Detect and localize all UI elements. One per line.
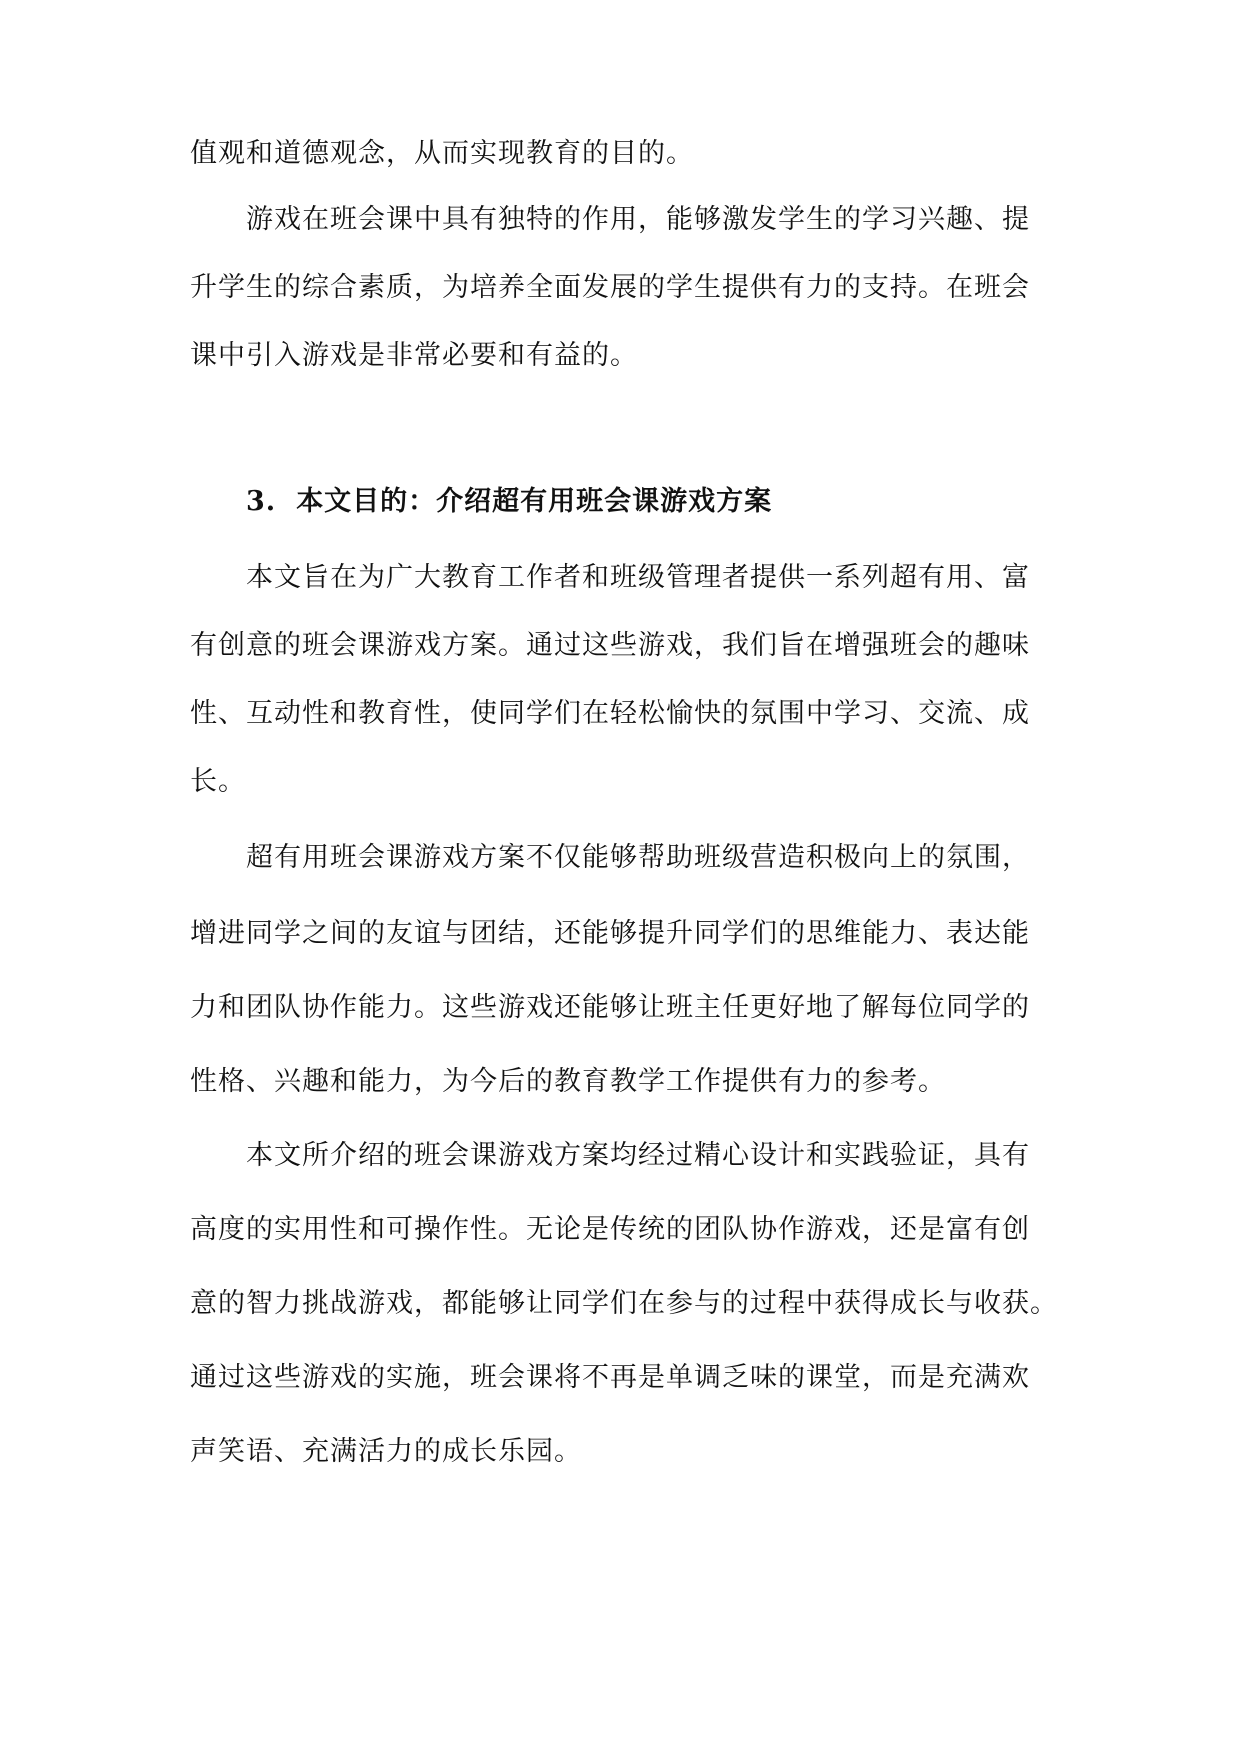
section-title: 本文目的：介绍超有用班会课游戏方案: [296, 486, 773, 517]
paragraph-line: 声笑语、充满活力的成长乐园。: [190, 1436, 582, 1467]
paragraph-line: 本文所介绍的班会课游戏方案均经过精心设计和实践验证，具有: [246, 1140, 1030, 1171]
paragraph-line: 性、互动性和教育性，使同学们在轻松愉快的氛围中学习、交流、成: [190, 698, 1030, 729]
paragraph-line: 力和团队协作能力。这些游戏还能够让班主任更好地了解每位同学的: [190, 992, 1030, 1023]
section-heading: [246, 484, 772, 520]
paragraph-line: 增进同学之间的友谊与团结，还能够提升同学们的思维能力、表达能: [190, 918, 1030, 949]
paragraph-line: 本文旨在为广大教育工作者和班级管理者提供一系列超有用、富: [246, 562, 1030, 593]
paragraph-line: 意的智力挑战游戏，都能够让同学们在参与的过程中获得成长与收获。: [190, 1288, 1058, 1319]
paragraph-line: 课中引入游戏是非常必要和有益的。: [190, 340, 638, 371]
paragraph-line: 通过这些游戏的实施，班会课将不再是单调乏味的课堂，而是充满欢: [190, 1362, 1030, 1393]
paragraph-line: 游戏在班会课中具有独特的作用，能够激发学生的学习兴趣、提: [246, 204, 1030, 235]
paragraph-line: 升学生的综合素质，为培养全面发展的学生提供有力的支持。在班会: [190, 272, 1030, 303]
section-number: 3.: [246, 486, 277, 517]
paragraph-line: 高度的实用性和可操作性。无论是传统的团队协作游戏，还是富有创: [190, 1214, 1030, 1245]
paragraph-line: 性格、兴趣和能力，为今后的教育教学工作提供有力的参考。: [190, 1066, 946, 1097]
paragraph-line: 有创意的班会课游戏方案。通过这些游戏，我们旨在增强班会的趣味: [190, 630, 1030, 661]
paragraph-line: 长。: [190, 766, 246, 797]
paragraph-line: 值观和道德观念，从而实现教育的目的。: [190, 138, 694, 169]
paragraph-line: 超有用班会课游戏方案不仅能够帮助班级营造积极向上的氛围，: [246, 842, 1030, 873]
